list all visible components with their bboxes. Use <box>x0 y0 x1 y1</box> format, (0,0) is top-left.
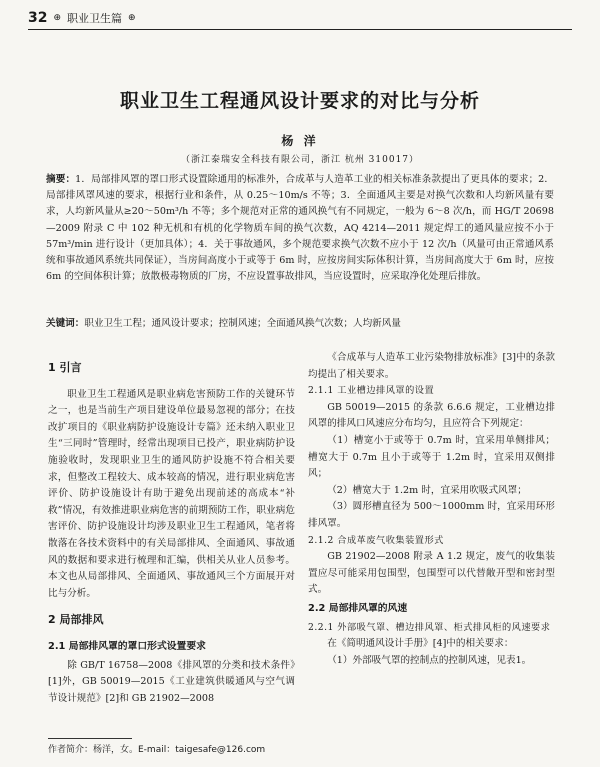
keywords-label: 关键词： <box>46 318 85 329</box>
hood-form-paragraph: 除 GB/T 16758—2008《排风罩的分类和技术条件》[1]外，GB 50019—2015《工业建筑供暖通风与空气调节设计规范》[2]和 GB 21902—2008 <box>48 659 295 704</box>
standard-continuation: 《合成革与人造革工业污染物排放标准》[3]中的条款均提出了相关要求。 <box>308 352 555 380</box>
header-marker-icon-2: ⊕ <box>128 13 136 23</box>
keywords <box>46 316 554 332</box>
section-heading-intro: 1 引言 <box>48 361 82 374</box>
control-velocity-item: （1）外部吸气罩的控制点的控制风速，见表1。 <box>327 654 532 666</box>
abstract-text: 1．局部排风罩的罩口形式设置除通用的标准外，合成革与人造革工业的相关标准条款提出了更具体的要求；2．局部排风罩风速的要求，根据行业和条件，从 0.25～10m/s 不等；3．全面通风主要是对换气次数和人均新风量有要求，人均新风量从≥20～50m³/h 不等；多个规范对正常的通风换气有不同规定，一般为 6～8 次/h，而 HG/T 20698—2009 附录 C 中 102 种无机和有机的化学物质车间的换气次数，AQ 4214—2011 规定焊工的通风量应按不小于 57m³/min 进行设计（更加具体）；4．关于事故通风，多个规范要求换气次数不应小于 12 次/h（风量可由正常通风系统和事故通风系统共同保证），当房间高度小于或等于 6m 时，应按房间实际体积计算，当房间高度大于 6m 时，应按 6m 的空间体积计算；放散极毒物质的厂房，不应设置事故排风，当应设置时，应采取净化处理后排放。 <box>46 174 554 283</box>
header-marker-icon: ⊕ <box>53 13 62 23</box>
intro-paragraph: 职业卫生工程通风是职业病危害预防工作的关键环节之一，也是当前生产项目建设单位最易忽视的部分；在技改扩项目的《职业病防护设施设计专篇》还未纳入职业卫生“三同时”管理时，经常出现项目已投产，职业病防护设施验收时，发现职业卫生的通风防护设施不符合相关要求，但整改工程较大、成本较高的情况，进行职业病危害评价、防护设施设计有助于避免出现前述的高成本“补救”情况，有效推进职业病危害的前期预防工作，职业病危害评价、防护设施设计均涉及职业卫生工程通风，笔者将散落在各技术资料中的有关局部排风、全面通风、事故通风的数据和要求进行梳理和汇编，供相关从业人员参考。本文也从局部排风、全面通风、事故通风三个方面展开对比与分析。 <box>48 388 295 599</box>
left-column <box>48 350 295 722</box>
footnote-rule <box>48 738 132 739</box>
header-rule <box>28 29 572 30</box>
manual-reference-paragraph: 在《简明通风设计手册》[4]中的相关要求： <box>327 638 514 650</box>
author-name: 杨 洋 <box>281 134 319 148</box>
section-heading-local-exhaust: 2 局部排风 <box>48 613 104 627</box>
paper-title: 职业卫生工程通风设计要求的对比与分析 <box>119 90 480 112</box>
slot-hood-item-2: （2）槽宽大于 1.2m 时，宜采用吹吸式风罩； <box>327 484 527 496</box>
subsection-heading-slot-hood: 2.1.1 工业槽边排风罩的设置 <box>308 385 435 397</box>
slot-hood-paragraph: GB 50019—2015 的条款 6.6.6 规定，工业槽边排风罩的排风口风速应分布均匀，且应符合下列规定： <box>308 401 555 430</box>
leather-gas-paragraph: GB 21902—2008 附录 A 1.2 规定，废气的收集装置应尽可能采用包围型，包围型可以代替敞开型和密封型式。 <box>308 551 555 596</box>
slot-hood-item-1: （1）槽宽小于或等于 0.7m 时，宜采用单侧排风；槽宽大于 0.7m 且小于或等于 1.2m 时，宜采用双侧排风； <box>308 434 555 480</box>
abstract-label: 摘要： <box>46 174 76 185</box>
slot-hood-item-3: （3）圆形槽直径为 500～1000mm 时，宜采用环形排风罩。 <box>308 501 555 529</box>
keywords-text: 职业卫生工程；通风设计要求；控制风速；全面通风换气次数；人均新风量 <box>84 318 401 329</box>
running-header <box>28 8 572 28</box>
subsection-heading-hood-form: 2.1 局部排风罩的罩口形式设置要求 <box>48 640 206 652</box>
subsection-heading-leather-gas: 2.1.2 合成革废气收集装置形式 <box>308 534 444 546</box>
author-affiliation: （浙江泰瑞安全科技有限公司，浙江 杭州 310017） <box>180 155 420 165</box>
author-footnote: 作者简介：杨洋，女。E-mail：taigesafe@126.com <box>48 745 266 755</box>
right-column <box>308 350 555 722</box>
page-number: 32 <box>28 10 48 26</box>
abstract <box>46 172 554 285</box>
subsection-heading-velocity-requirements: 2.2.1 外部吸气罩、槽边排风罩、柜式排风柜的风速要求 <box>308 621 551 633</box>
journal-section: 职业卫生篇 <box>67 12 123 25</box>
subsection-heading-hood-velocity: 2.2 局部排风罩的风速 <box>308 602 408 614</box>
